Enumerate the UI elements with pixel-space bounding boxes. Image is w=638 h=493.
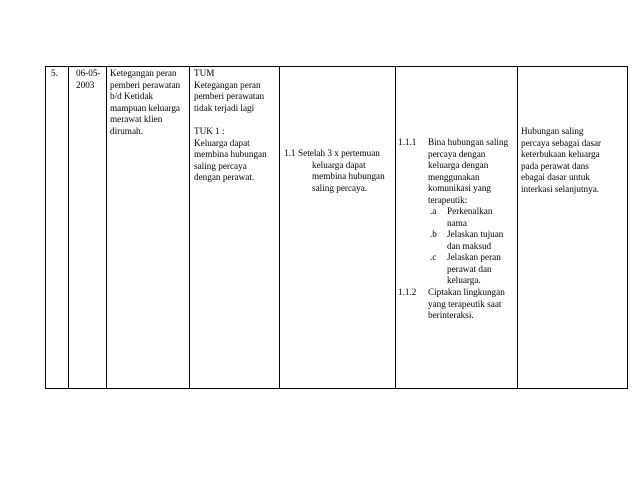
diagnosis-text: Ketegangan peran pemberi perawatan b/d Ketidak mampuan keluarga merawat klien dirumah. [110, 68, 181, 136]
criteria-text: Setelah 3 x pertemuan keluarga dapat membina hubungan saling percaya. [298, 148, 385, 193]
column-divider [395, 67, 396, 388]
criteria-number: 1.1 [284, 148, 296, 158]
sub-item-letter: .a [430, 206, 437, 216]
sub-item-text: Jelaskan peran perawat dan keluarga. [447, 252, 501, 285]
sub-item-letter: .b [430, 229, 437, 239]
row-date: 06-05- 2003 [76, 68, 101, 90]
sub-item-text: Jelaskan tujuan dan maksud [447, 229, 504, 251]
column-divider [106, 67, 107, 388]
column-divider [279, 67, 280, 388]
goals-tum: TUM Ketegangan peran pemberi perawatan tidak terjadi lagi [194, 68, 265, 113]
row-number: 5. [51, 68, 58, 78]
intervention-text: Ciptakan lingkungan yang terapeutik saat berinteraksi. [428, 287, 505, 320]
rationale-text: Hubungan saling percaya sebagai dasar keterbukaan keluarga pada perawat dans ebagai dasar untuk interkasi selanjutnya. [521, 126, 602, 194]
column-divider [68, 67, 69, 388]
sub-item-letter: .c [430, 252, 437, 262]
intervention-number: 1.1.1 [398, 137, 417, 147]
sub-item-text: Perkenalkan nama [447, 206, 493, 228]
intervention-number: 1.1.2 [398, 287, 417, 297]
column-divider [517, 67, 518, 388]
intervention-text: Bina hubungan saling percaya dengan keluarga dengan menggunakan komunikasi yang terapeutik: [428, 137, 509, 205]
column-divider [189, 67, 190, 388]
goals-tuk: TUK 1 : Keluarga dapat membina hubungan saling percaya dengan perawat. [194, 126, 267, 182]
